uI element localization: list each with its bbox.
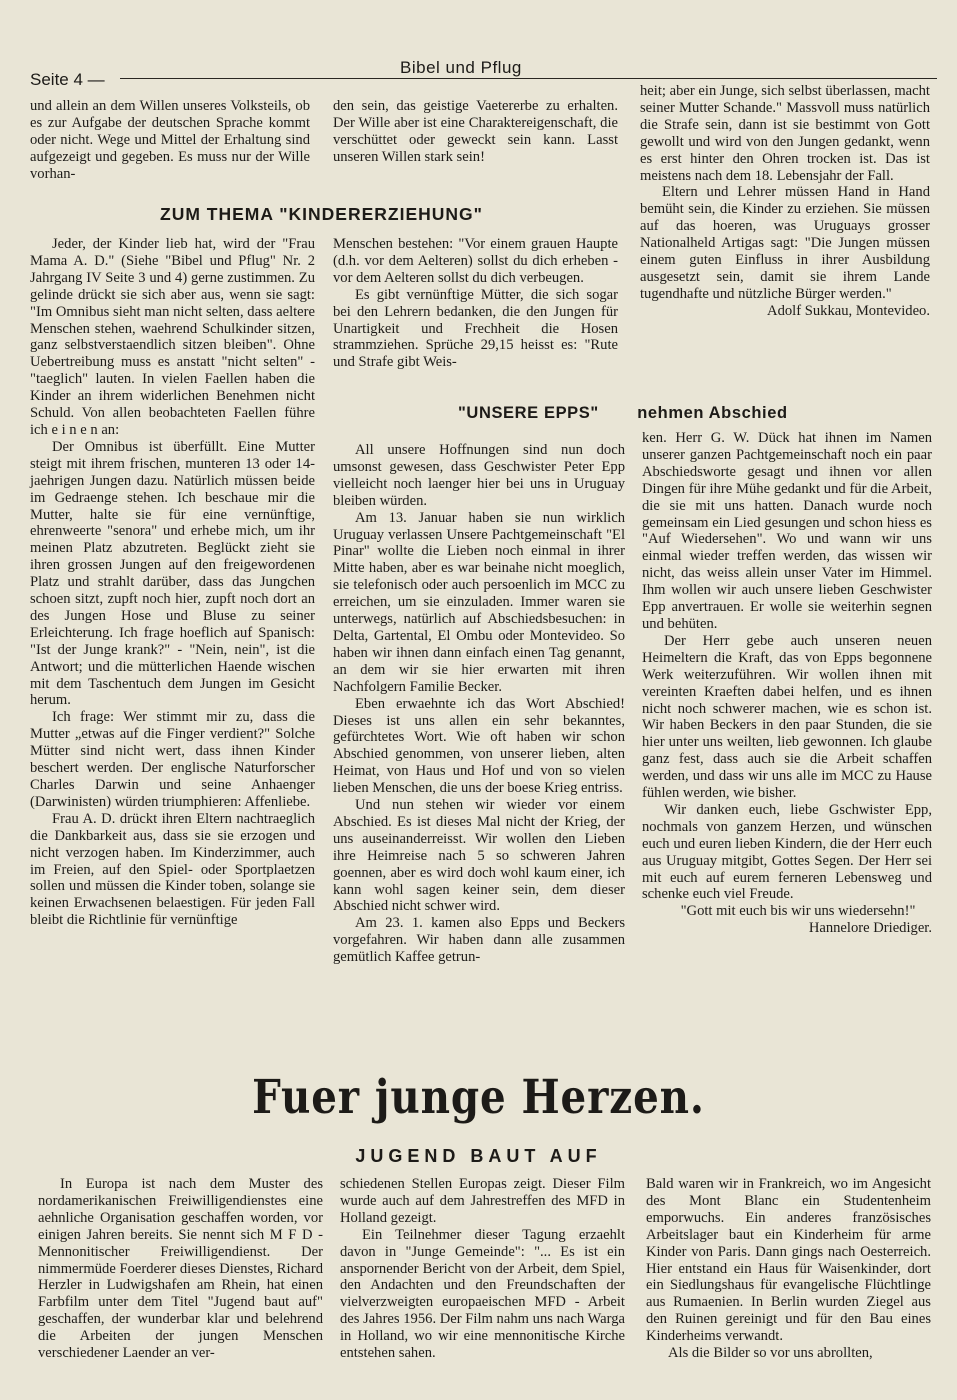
paragraph: schiedenen Stellen Europas zeigt. Dieser Film wurde auch auf dem Jahrestreffen des MFD in Holland gezeigt.	[340, 1176, 625, 1226]
paragraph: In Europa ist nach dem Muster des nordamerikanischen Freiwilligendienstes eine aehnliche Organisation geschaffen worden, vor einigen Jahren bereits. Sie nennt sich M F D - Mennonitischer Freiwilligendienst. Der nimmermüde Foerderer dieses Dienstes, Richard Herzler in Ludwigshafen am Rhein, hat einen Farbfilm unter dem Titel "Jugend baut auf" geschaffen, der wunderbar klar und belehrend die Arbeiten der jungen Menschen verschiedener Laender an ver-	[38, 1176, 323, 1362]
paragraph: heit; aber ein Junge, sich selbst überlassen, macht seiner Mutter Schande." Massvoll muss natürlich die Strafe sein, dann ist sie bestimmt von Gott gewollt und wird von den Jungen gedankt, wenn es erst hinter den Ohren trocken ist. Das ist meistens nach dem 18. Lebensjahr der Fall.	[640, 83, 930, 184]
paragraph: Ich frage: Wer stimmt mir zu, dass die Mutter „etwas auf die Finger verdient?" Solche Mütter sind nicht wert, dass ihnen Kinder beschert werden. Der englische Naturforscher Charles Darwin und seine Anhaenger (Darwinisten) würden triumphieren: Affenliebe.	[30, 709, 315, 810]
kindererziehung-column-2	[333, 236, 618, 371]
paragraph: Jeder, der Kinder lieb hat, wird der "Frau Mama A. D." (Siehe "Bibel und Pflug" Nr. 2 Jahrgang IV Seite 3 und 4) gerne zustimmen. Zu gelinde drückt sie sich aber aus, wenn sie sagt: "Im Omnibus sieht man nicht selten, dass aeltere Menschen stehen, waehrend Schulkinder sitzen, ganz selbstverstaendlich sitzen bleiben". Ohne Uebertreibung muss es anstatt "nicht selten" - "taeglich" lauten. In vielen Faellen haben die Kinder an ihrem widerlichen Benehmen nicht Schuld. Von allen beobachteten Faellen führe ich e i n e n an:	[30, 236, 315, 438]
section-banner: Fuer junge Herzen.	[252, 1070, 705, 1125]
paragraph: Frau A. D. drückt ihren Eltern nachtraeglich die Dankbarkeit aus, dass sie sie erzogen und nicht verzogen haben. Im Kinderzimmer, auch im Freien, auf den Spiel- oder Sportplaetzen sollen und müssen die Kinder toben, solange sie keinen Erwachsenen belaestigen. Für jeden Fall bleibt die Richtlinie für vernünftige	[30, 810, 315, 929]
paragraph: Eltern und Lehrer müssen Hand in Hand bemüht sein, die Kinder zu erziehen. Sie müssen auf das hoeren, was Uruguays grosser Nationalheld Artigas sagt: "Die Jungen müssen einem guten Einfluss in ihrer Ausbildung ausgesetzt sein, damit sie ihrem Lande tugendhafte und nützliche Bürger werden."	[640, 184, 930, 302]
top-column-2	[333, 98, 618, 166]
closing-quote: "Gott mit euch bis wir uns wiedersehn!"	[680, 903, 916, 920]
paragraph: Und nun stehen wir wieder vor einem Abschied. Es ist dieses Mal nicht der Krieg, der uns auseinanderreisst. Wir wollen den Lieben ihre Heimreise nach 5 so schweren Jahren goennen, aber es wird doch wohl kaum einer, ich kann wohl sagen keiner sein, dem dieser Abschied nicht schwer wird.	[333, 797, 625, 915]
header-rule	[120, 78, 937, 79]
jugend-column-1	[38, 1176, 323, 1362]
paragraph: Wir danken euch, liebe Gschwister Epp, nochmals von ganzem Herzen, und wünschen euch und euren lieben Kindern, die der Herr euch aus Uruguay mitgibt, Gottes Segen. Der Herr sei mit euch auf eurem ferneren Lebensweg und schenke euch viel Freude.	[642, 801, 932, 903]
paragraph: Eben erwaehnte ich das Wort Abschied! Dieses ist uns allen ein sehr bekanntes, gefürchtetes Wort. Wie oft haben wir schon Abschied genommen, von unserer lieben, alten Heimat, von Haus und Hof und von so vielen lieben Menschen, die uns der boese Krieg entriss.	[333, 695, 625, 797]
jugend-column-3	[646, 1176, 931, 1362]
heading-epps-rest: nehmen Abschied	[637, 404, 788, 422]
author-signature: Hannelore Driediger.	[808, 920, 932, 937]
kindererziehung-column-1	[30, 236, 315, 929]
epps-column-1	[333, 442, 625, 966]
paragraph: Am 23. 1. kamen also Epps und Beckers vorgefahren. Wir haben dann alle zusammen gemütlich Kaffee getrun-	[333, 915, 625, 966]
top-column-3	[640, 83, 930, 320]
paragraph: Der Herr gebe auch unseren neuen Heimeltern die Kraft, das von Epps begonnene Werk weiterzuführen. Wir wollen ihnen mit vereinten Kraeften dabei helfen, und es ihnen nicht noch schwerer machen, wie es schon ist. Wir haben Beckers in den paar Stunden, die sie hier unter uns weilten, lieb gewonnen. Ich glaube ganz fest, dass auch sie die Arbeit schaffen werden, und dass wir uns alle im MCC zu Hause fühlen werden, wie bisher.	[642, 632, 932, 802]
paragraph: All unsere Hoffnungen sind nun doch umsonst gewesen, dass Geschwister Peter Epp vielleicht noch laenger hier bei uns in Uruguay bleiben würden.	[333, 442, 625, 509]
jugend-column-2	[340, 1176, 625, 1362]
paragraph: Es gibt vernünftige Mütter, die sich sogar bei den Lehrern bedanken, die den Jungen für Unartigkeit und Frechheit die Hosen strammziehen. Sprüche 29,15 heisst es: "Rute und Strafe gibt Weis-	[333, 286, 618, 371]
article-heading-jugend: JUGEND BAUT AUF	[355, 1146, 602, 1166]
paragraph: Als die Bilder so vor uns abrollten,	[668, 1345, 873, 1362]
article-heading-epps	[458, 404, 788, 423]
epps-column-2	[642, 430, 932, 937]
paragraph: den sein, das geistige Vaetererbe zu erhalten. Der Wille aber ist eine Charaktereigenschaft, die verschüttet oder geweckt sein kann. Lasst unseren Willen stark sein!	[333, 98, 618, 165]
paragraph: Menschen bestehen: "Vor einem grauen Haupte (d.h. vor dem Aelteren) sollst du dich erheben - vor dem Aelteren sollst du dich verbeugen.	[333, 236, 618, 286]
top-column-1	[30, 98, 310, 183]
paragraph: und allein an dem Willen unseres Volksteils, ob es zur Aufgabe der deutschen Sprache kommt oder nicht. Wege und Mittel der Erhaltung sind aufgezeigt und gegeben. Es muss nur der Wille vorhan-	[30, 98, 310, 182]
author-signature: Adolf Sukkau, Montevideo.	[767, 302, 930, 319]
paragraph: Am 13. Januar haben sie nun wirklich Uruguay verlassen Unsere Pachtgemeinschaft "El Pinar" wollte die Lieben noch einmal in ihrer Mitte haben, aber es war beinahe nicht moeglich, sie telefonisch oder auch persoenlich im MCC zu erreichen, um sie einzuladen. Immer waren sie unterwegs, natürlich auf Abschiedsbesuchen: in Delta, Gartental, El Ombu oder Montevideo. So haben wir ihnen dann einfach einen Tag genannt, an dem wir sie hier erwarten mit ihren Nachfolgern Familie Becker.	[333, 509, 625, 695]
paragraph: Der Omnibus ist überfüllt. Eine Mutter steigt mit ihrem frischen, munteren 13 oder 14-jaehrigen Jungen dazu. Natürlich müssen beide im Gedraenge stehen. Ich beschaue mir die Mutter, halte sie für eine vernünftige, ehrenweerte "senora" und erhebe mich, um ihr meinen Platz abzutreten. Beglückt zieht sie ihren grossen Jungen auf den freigewordenen Platz und strahlt darüber, dass das Jungchen schoen sitzt, zupft noch hier, zupft noch dort an des Jungen Hose und Bluse zu seiner Erleichterung. Ich frage hoeflich auf Spanisch: "Ist der Junge krank?" - "Nein, nein", ist die Antwort; und die mütterlichen Haende wischen mit dem Taschentuch dem Jungen im Gesicht herum.	[30, 438, 315, 709]
article-heading-kindererziehung: ZUM THEMA "KINDERERZIEHUNG"	[160, 204, 483, 224]
paragraph: Ein Teilnehmer dieser Tagung erzaehlt davon in "Junge Gemeinde": "... Es ist ein anspornender Bericht von der Arbeit, dem Spiel, den Andachten und den Freundschaften der vielverzweigten europaeischen MFD - Arbeit des Jahres 1956. Der Film nahm uns nach Warga in Holland, wo wir eine mennonitische Kirche entstehen sahen.	[340, 1226, 625, 1362]
page-number: Seite 4 —	[30, 70, 105, 89]
heading-epps-quote: "UNSERE EPPS"	[458, 404, 599, 422]
publication-title: Bibel und Pflug	[400, 58, 522, 77]
paragraph: Bald waren wir in Frankreich, wo im Angesicht des Mont Blanc ein Studentenheim emporwuchs. Ein anderes französisches Arbeitslager baut ein Kinderheim für arme Kinder von Paris. Dann gings nach Oesterreich. Hier entstand ein Haus für Waisenkinder, dort ein Siedlungshaus für evangelische Flüchtlinge aus Rumaenien. In Berlin wurden Ziegel aus den Ruinen gereinigt und für den Bau eines Kinderheims verwandt.	[646, 1176, 931, 1345]
paragraph: ken. Herr G. W. Dück hat ihnen im Namen unserer ganzen Pachtgemeinschaft noch ein paar Abschiedsworte gesagt und ihnen vor allen Dingen für ihre Mühe gedankt und für die Arbeit, die sie mit uns hatten. Danach wurde noch gemeinsam ein Lied gesungen und schon hiess es "Auf Wiedersehen". Wo und wann wir uns einmal wieder treffen werden, das wissen wir nicht, das weiss allein unser Vater im Himmel. Ihm wollen wir auch unsere lieben Geschwister Epp anvertrauen. Er wolle sie weiterhin segnen und behüten.	[642, 430, 932, 632]
